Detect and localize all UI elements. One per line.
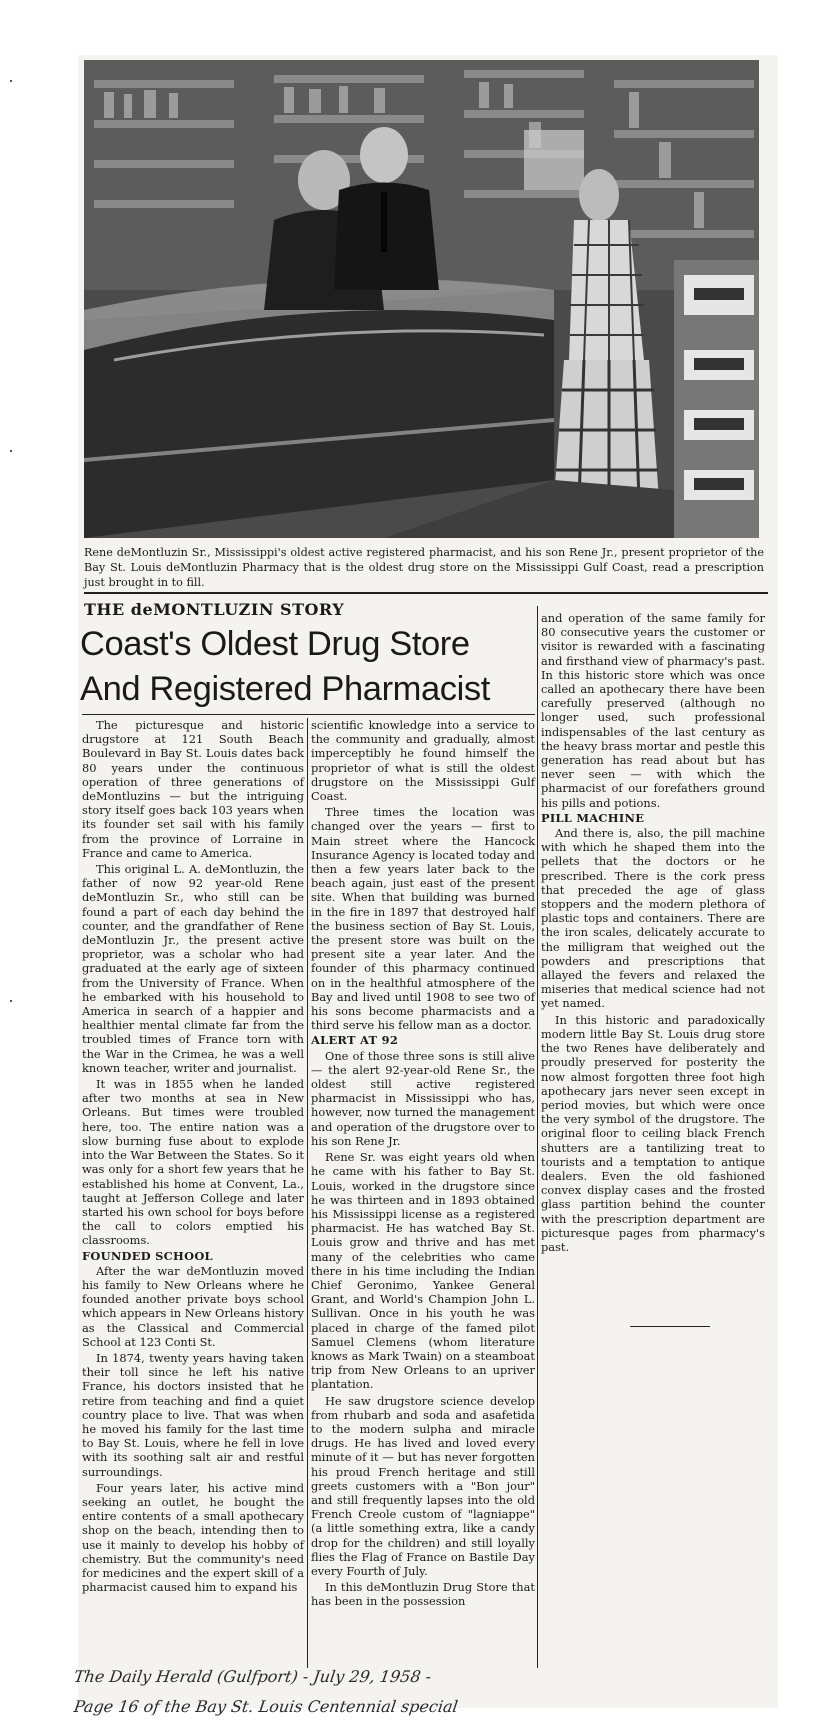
headline-line-1: Coast's Oldest Drug Store (80, 625, 470, 663)
story-kicker: THE deMONTLUZIN STORY (84, 600, 345, 619)
subhead-pill-machine: PILL MACHINE (541, 810, 645, 825)
paragraph: In this deMontluzin Drug Store that has been in the possession (311, 1580, 535, 1609)
column-divider-1 (307, 718, 308, 1668)
headline (80, 622, 540, 712)
paragraph: In this historic and paradoxically modern little Bay St. Louis drug store the two Renes have deliberately and proudly preserved for posterity the now almost forgotten three foot high apothecary jars never seen except in period movies, but which were once the very symbol of the drugstore. The original floor to ceiling black French shutters are a tantilizing treat to tourists and a temptation to antique dealers. Even the old fashioned convex display cases and the frosted glass partition behind the counter with the prescription department are picturesque pages from pharmacy's past. (541, 1012, 765, 1254)
paragraph: And there is, also, the pill machine with which he shaped them into the pellets that the doctors or he prescribed. There is the cork press that preceded the age of glass stoppers and the modern plethora of plastic tops and containers. There are the iron scales, delicately accurate to the milligram that weighed out the powders and prescriptions that allayed the fevers and relaxed the miseries that medical science had not yet named. (541, 826, 765, 1011)
pharmacy-photo (84, 60, 759, 538)
paragraph: After the war deMontluzin moved his family to New Orleans where he founded another private boys school which appears in New Orleans history as the Classical and Commercial School at 123 Conti St. (82, 1263, 304, 1349)
paragraph: He saw drugstore science develop from rhubarb and soda and asafetida to the modern sulpha and miracle drugs. He has lived and loved every minute of it — but has never forgotten his proud French heritage and still greets customers with a "Bon jour" and still frequently lapses into the old French Creole custom of "lagniappe" (a little something extra, like a candy drop for the children) and still loyally flies the Flag of France on Bastile Day every Fourth of July. (311, 1393, 535, 1578)
photo-caption: Rene deMontluzin Sr., Mississippi's oldest active registered pharmacist, and his son Rene Jr., present proprietor of the Bay St. Louis deMontluzin Pharmacy that is the oldest drug store on the Mississippi Gulf Coast, read a prescription just brought in to fill. (84, 546, 764, 589)
headline-divider (82, 714, 535, 715)
scan-mark (10, 450, 12, 452)
article-end-rule (630, 1326, 710, 1327)
paragraph: scientific knowledge into a service to the community and gradually, almost imperceptibly he found himself the proprietor of what is still the oldest drugstore on the Mississippi Gulf Coast. (311, 718, 535, 804)
paragraph: In 1874, twenty years having taken their toll since he left his native France, his doctors insisted that he retire from teaching and find a quiet country place to live. That was when he moved his family for the last time to Bay St. Louis, where he fell in love with its soothing salt air and restful surroundings. (82, 1350, 304, 1479)
handwritten-page-note: Page 16 of the Bay St. Louis Centennial special (72, 1697, 460, 1716)
photo-illustration (84, 60, 759, 538)
column-divider-2 (537, 606, 538, 1668)
headline-line-2: And Registered Pharmacist (80, 670, 490, 708)
paragraph: It was in 1855 when he landed after two months at sea in New Orleans. But times were troubled here, too. The entire nation was a slow burning fuse about to explode into the War Between the States. So it was only for a short few years that he established his home at Convent, La., taught at Jefferson College and later started his own school for boys before the call to colors emptied his classrooms. (82, 1077, 304, 1248)
handwritten-source-note: The Daily Herald (Gulfport) - July 29, 1958 - (72, 1667, 433, 1686)
paragraph: The picturesque and historic drugstore at 121 South Beach Boulevard in Bay St. Louis dates back 80 years under the continuous operation of three generations of deMontluzins — but the intriguing story itself goes back 103 years when its founder set sail with his family from the province of Lorraine in France and came to America. (82, 718, 304, 860)
scan-mark (10, 1000, 12, 1002)
article-column-1 (82, 718, 304, 1594)
scan-mark (10, 80, 12, 82)
paragraph: and operation of the same family for 80 consecutive years the customer or visitor is rewarded with a fascinating and firsthand view of pharmacy's past. In this historic store which was once called an apothecary there have been carefully preserved (although no longer used, such professional indispensables of the last century as the heavy brass mortar and pestle this generation has read about but has never seen — with which the pharmacist of our forefathers ground his pills and potions. (541, 611, 765, 810)
paragraph: Four years later, his active mind seeking an outlet, he bought the entire contents of a small apothecary shop on the beach, intending then to use it mainly to develop his hobby of chemistry. But the community's need for medicines and the expert skill of a pharmacist caused him to expand his (82, 1480, 304, 1595)
paragraph: This original L. A. deMontluzin, the father of now 92 year-old Rene deMontluzin Sr., who still can be found a part of each day behind the counter, and the grandfather of Rene deMontluzin Jr., the present active proprietor, was a scholar who had graduated at the early age of sixteen from the University of France. When he embarked with his household to America in search of a happier and healthier mental climate far from the troubled times of France torn with the War in the Crimea, he was a well known teacher, writer and journalist. (82, 862, 304, 1075)
subhead-alert-at-92: ALERT AT 92 (311, 1033, 399, 1048)
caption-divider (84, 592, 768, 594)
paragraph: Three times the location was changed over the years — first to Main street where the Hancock Insurance Agency is located today and then a few years later back to the beach again, just east of the present site. When that building was burned in the fire in 1897 that destroyed half the business section of Bay St. Louis, the present store was built on the present site a year later. And the founder of this pharmacy continued on in the healthful atmosphere of the Bay and lived until 1908 to see two of his sons become pharmacists and a third serve his fellow man as a doctor. (311, 805, 535, 1033)
paragraph: Rene Sr. was eight years old when he came with his father to Bay St. Louis, worked in the drugstore since he was thirteen and in 1893 obtained his Mississippi license as a registered pharmacist. He has watched Bay St. Louis grow and thrive and has met many of the celebrities who came there in his time including the Indian Chief Geronimo, Yankee General Grant, and World's Champion John L. Sullivan. Once in his youth he was placed in charge of the famed pilot Samuel Clemens (whom literature knows as Mark Twain) on a steamboat trip from New Orleans to an upriver plantation. (311, 1150, 535, 1392)
subhead-founded-school: FOUNDED SCHOOL (82, 1248, 213, 1263)
paragraph: One of those three sons is still alive — the alert 92-year-old Rene Sr., the oldest still active registered pharmacist in Mississippi who has, however, now turned the management and operation of the drugstore over to his son Rene Jr. (311, 1048, 535, 1148)
article-column-2 (311, 718, 535, 1609)
article-column-3 (541, 611, 765, 1254)
